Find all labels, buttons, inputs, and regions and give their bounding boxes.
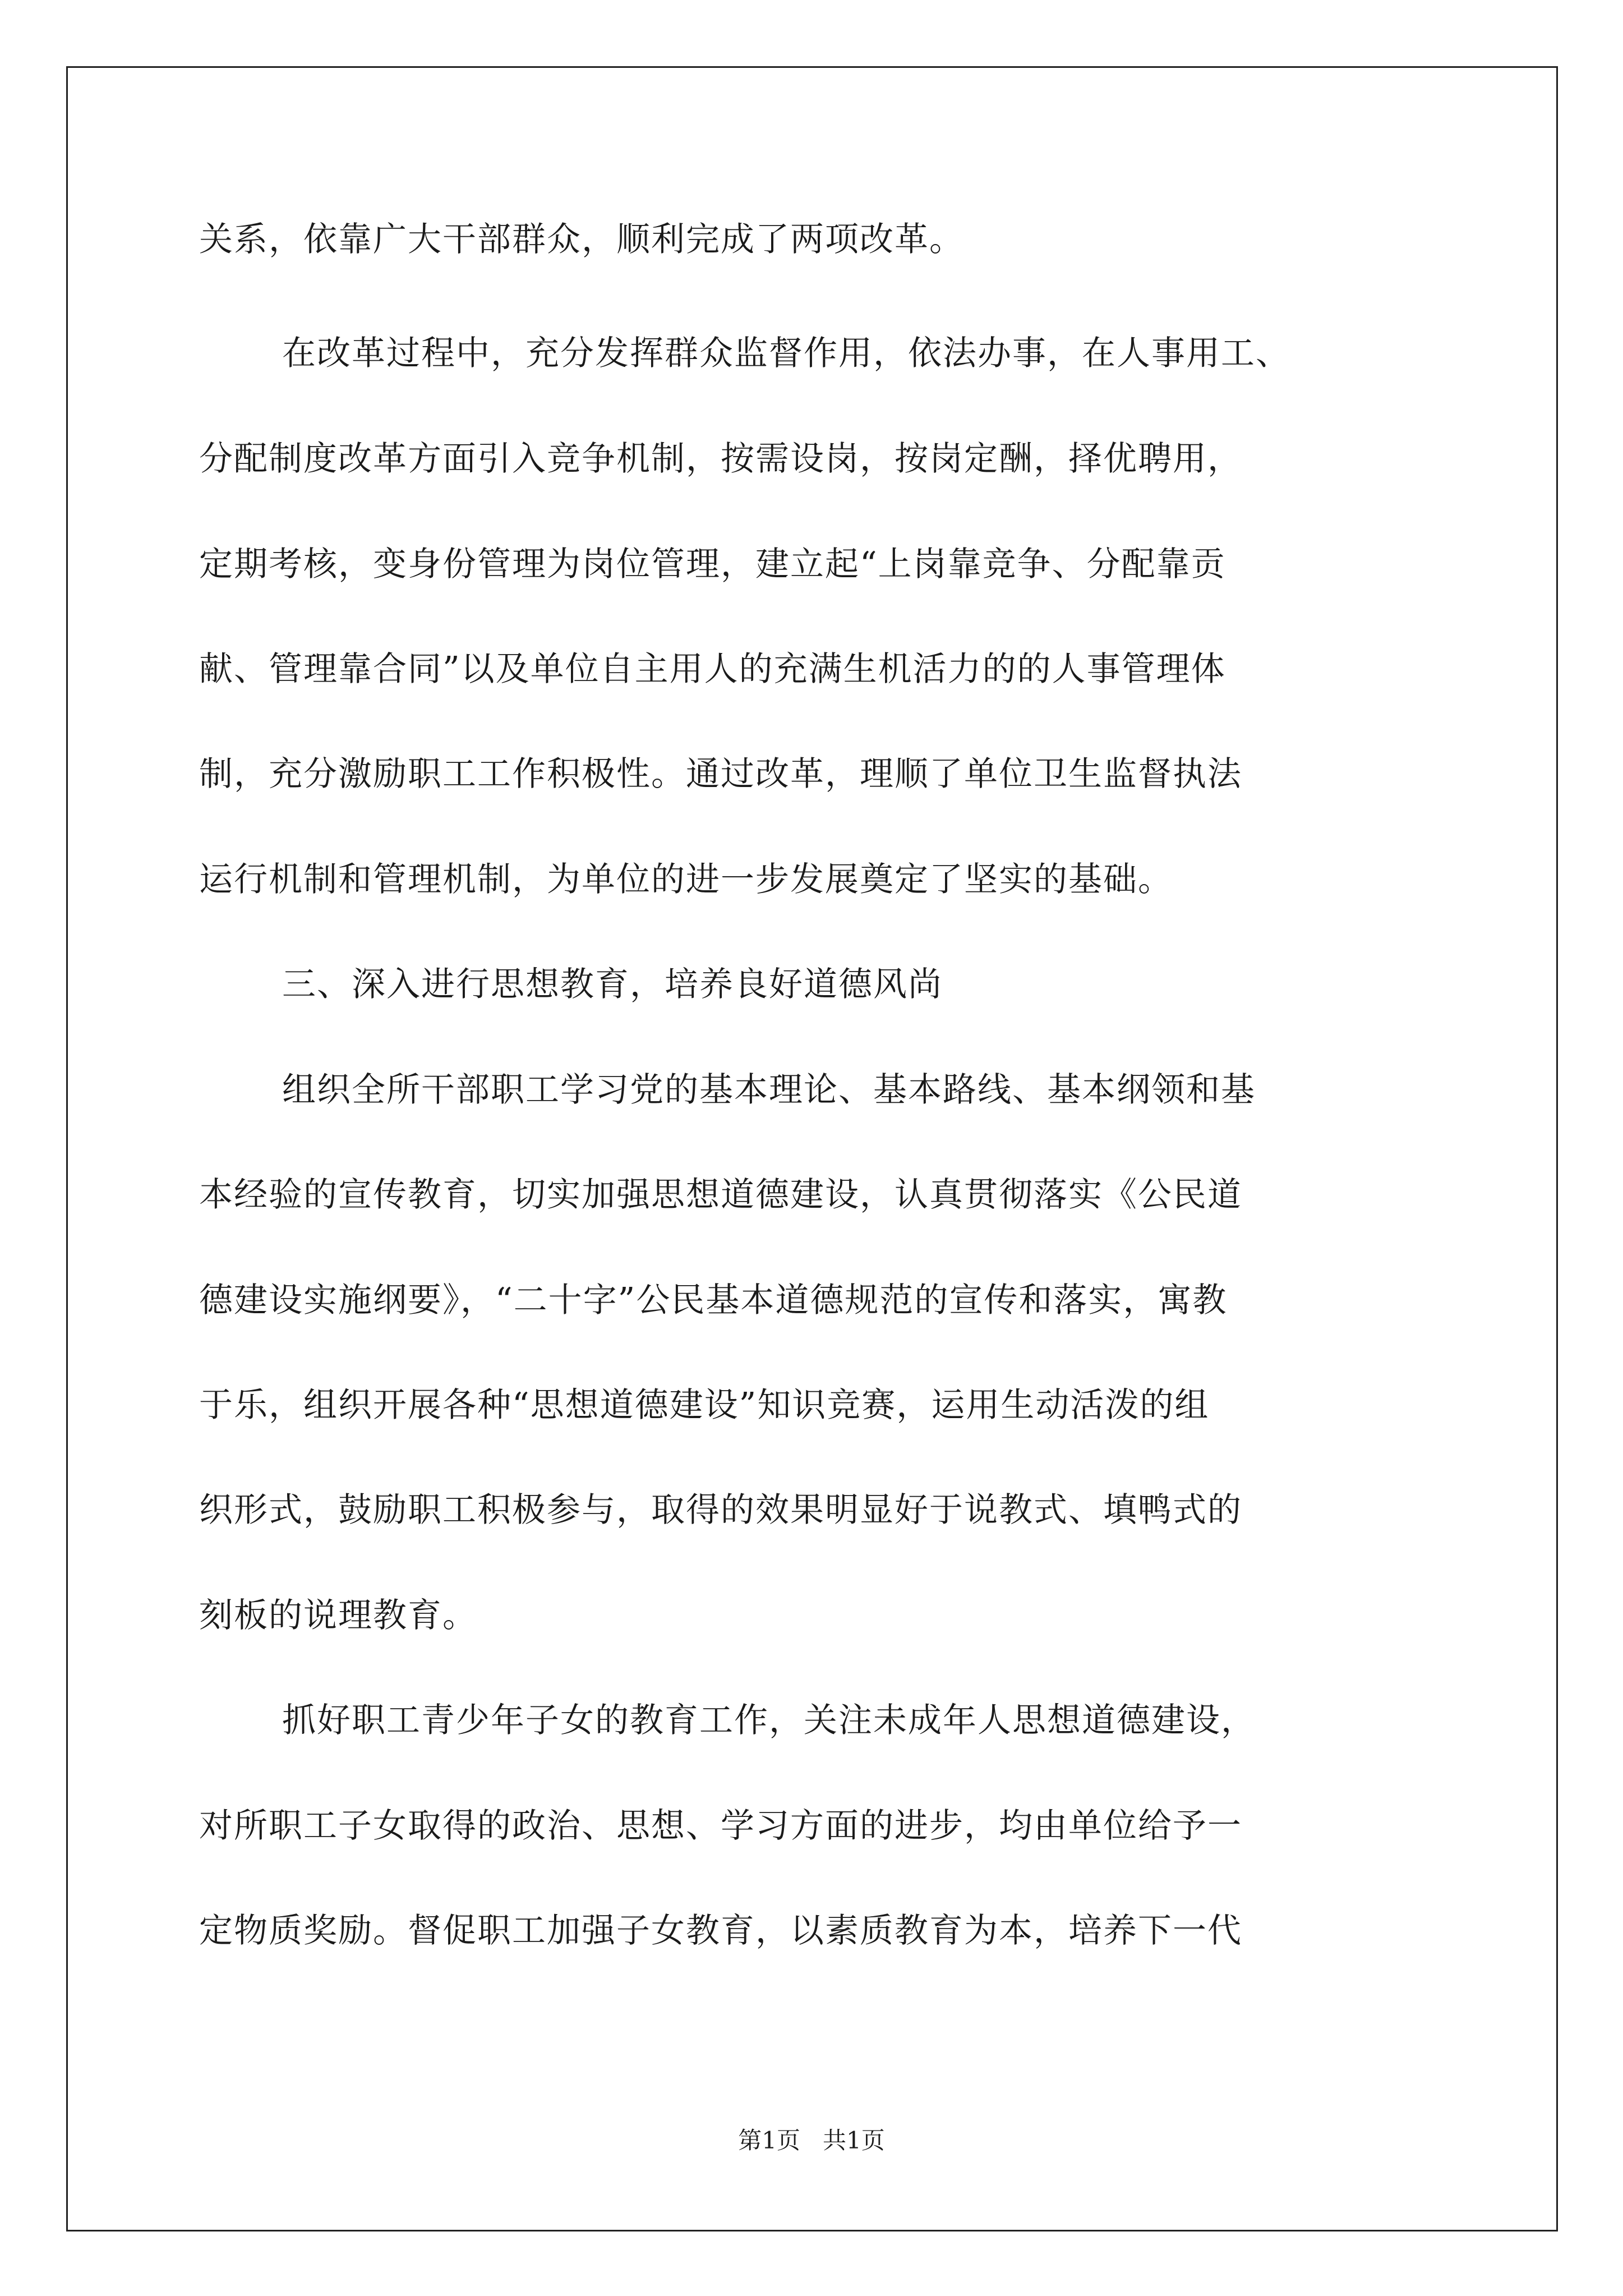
text-line: 定物质奖励。督促职工加强子女教育，以素质教育为本，培养下一代 (199, 1911, 1242, 1950)
text-line: 德建设实施纲要》，“二十字”公民基本道德规范的宣传和落实，寓教 (199, 1281, 1228, 1320)
paragraph-start-line: 在改革过程中，充分发挥群众监督作用，依法办事，在人事用工、 (282, 334, 1290, 373)
text-line: 定期考核，变身份管理为岗位管理，建立起“上岗靠竞争、分配靠贡 (199, 545, 1226, 584)
text-line: 对所职工子女取得的政治、思想、学习方面的进步，均由单位给予一 (199, 1806, 1242, 1846)
text-line: 关系，依靠广大干部群众，顺利完成了两项改革。 (199, 220, 964, 259)
text-line: 刻板的说理教育。 (199, 1596, 477, 1635)
paragraph-start-line: 组织全所干部职工学习党的基本理论、基本路线、基本纲领和基 (282, 1070, 1256, 1110)
text-line: 分配制度改革方面引入竞争机制，按需设岗，按岗定酬，择优聘用， (199, 439, 1242, 478)
page-border (66, 66, 1558, 2231)
page-footer: 第1页 共1页 (738, 2127, 885, 2154)
text-line: 于乐，组织开展各种“思想道德建设”知识竞赛，运用生动活泼的组 (199, 1386, 1210, 1425)
text-line: 献、管理靠合同”以及单位自主用人的充满生机活力的的人事管理体 (199, 650, 1226, 689)
text-line: 运行机制和管理机制，为单位的进一步发展奠定了坚实的基础。 (199, 860, 1173, 899)
text-line: 本经验的宣传教育，切实加强思想道德建设，认真贯彻落实《公民道 (199, 1175, 1242, 1214)
section-heading: 三、深入进行思想教育，培养良好道德风尚 (282, 965, 943, 1004)
paragraph-start-line: 抓好职工青少年子女的教育工作，关注未成年人思想道德建设， (282, 1701, 1256, 1740)
text-line: 织形式，鼓励职工积极参与，取得的效果明显好于说教式、填鸭式的 (199, 1490, 1242, 1530)
text-line: 制，充分激励职工工作积极性。通过改革，理顺了单位卫生监督执法 (199, 754, 1242, 794)
